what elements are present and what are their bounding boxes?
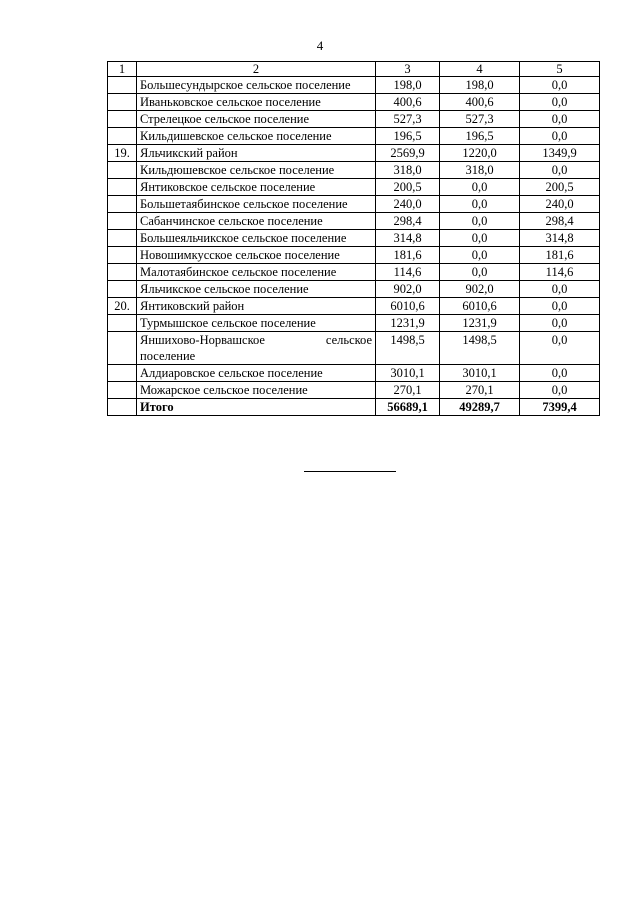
row-col4-cell: 0,0 <box>440 196 520 213</box>
row-number-cell <box>108 77 137 94</box>
row-col4-cell: 1220,0 <box>440 145 520 162</box>
row-name-cell: Новошимкусское сельское поселение <box>137 247 376 264</box>
row-col3-cell: 2569,9 <box>376 145 440 162</box>
row-col3-cell: 6010,6 <box>376 298 440 315</box>
row-name-cell: Стрелецкое сельское поселение <box>137 111 376 128</box>
allocation-table <box>107 61 600 416</box>
row-col3-cell: 200,5 <box>376 179 440 196</box>
row-col3-cell: 318,0 <box>376 162 440 179</box>
row-col4-cell: 902,0 <box>440 281 520 298</box>
row-number-cell <box>108 382 137 399</box>
table-row <box>108 382 600 399</box>
row-col5-cell: 0,0 <box>520 111 600 128</box>
row-name-cell: Яншихово-Норвашское сельское поселение <box>137 332 376 365</box>
row-col3-cell: 902,0 <box>376 281 440 298</box>
row-number-cell <box>108 196 137 213</box>
row-col4-cell: 527,3 <box>440 111 520 128</box>
row-col3-cell: 1498,5 <box>376 332 440 365</box>
row-col4-cell: 0,0 <box>440 230 520 247</box>
row-col3-cell: 298,4 <box>376 213 440 230</box>
table-row <box>108 365 600 382</box>
row-name-cell: Алдиаровское сельское поселение <box>137 365 376 382</box>
row-number-cell: 20. <box>108 298 137 315</box>
row-col5-cell: 0,0 <box>520 382 600 399</box>
table-row <box>108 264 600 281</box>
row-name-cell: Большеяльчикское сельское поселение <box>137 230 376 247</box>
row-col3-cell: 3010,1 <box>376 365 440 382</box>
row-col5-cell: 0,0 <box>520 94 600 111</box>
row-col3-cell: 314,8 <box>376 230 440 247</box>
row-number-cell <box>108 128 137 145</box>
row-name-cell: Сабанчинское сельское поселение <box>137 213 376 230</box>
row-name-cell: Итого <box>137 399 376 416</box>
row-col3-cell: 198,0 <box>376 77 440 94</box>
row-col5-cell: 0,0 <box>520 365 600 382</box>
row-col4-cell: 1498,5 <box>440 332 520 365</box>
row-col5-cell: 200,5 <box>520 179 600 196</box>
table-row <box>108 281 600 298</box>
row-col4-cell: 1231,9 <box>440 315 520 332</box>
table-total-row <box>108 399 600 416</box>
row-col5-cell: 181,6 <box>520 247 600 264</box>
row-number-cell <box>108 264 137 281</box>
row-col4-cell: 3010,1 <box>440 365 520 382</box>
row-name-cell: Турмышское сельское поселение <box>137 315 376 332</box>
row-number-cell <box>108 162 137 179</box>
row-name-cell: Иваньковское сельское поселение <box>137 94 376 111</box>
row-col3-cell: 240,0 <box>376 196 440 213</box>
table-row <box>108 247 600 264</box>
table-row <box>108 94 600 111</box>
table-header-row <box>108 62 600 77</box>
row-col3-cell: 181,6 <box>376 247 440 264</box>
row-col5-cell: 7399,4 <box>520 399 600 416</box>
row-col3-cell: 270,1 <box>376 382 440 399</box>
row-name-cell: Большесундырское сельское поселение <box>137 77 376 94</box>
row-col4-cell: 196,5 <box>440 128 520 145</box>
row-col4-cell: 198,0 <box>440 77 520 94</box>
row-name-cell: Кильдишевское сельское поселение <box>137 128 376 145</box>
row-col3-cell: 400,6 <box>376 94 440 111</box>
row-col4-cell: 318,0 <box>440 162 520 179</box>
row-number-cell <box>108 179 137 196</box>
row-col5-cell: 0,0 <box>520 281 600 298</box>
header-cell-3: 3 <box>376 62 440 77</box>
row-col5-cell: 0,0 <box>520 332 600 365</box>
row-col5-cell: 240,0 <box>520 196 600 213</box>
row-name-cell: Янтиковский район <box>137 298 376 315</box>
row-col4-cell: 6010,6 <box>440 298 520 315</box>
row-name-cell: Малотаябинское сельское поселение <box>137 264 376 281</box>
row-col5-cell: 0,0 <box>520 315 600 332</box>
row-col4-cell: 400,6 <box>440 94 520 111</box>
row-number-cell <box>108 247 137 264</box>
header-cell-4: 4 <box>440 62 520 77</box>
row-name-cell: Яльчикский район <box>137 145 376 162</box>
row-col3-cell: 527,3 <box>376 111 440 128</box>
header-cell-1: 1 <box>108 62 137 77</box>
row-col5-cell: 0,0 <box>520 298 600 315</box>
row-col3-cell: 1231,9 <box>376 315 440 332</box>
table-row <box>108 298 600 315</box>
header-cell-2: 2 <box>137 62 376 77</box>
table-row <box>108 128 600 145</box>
table-row <box>108 213 600 230</box>
row-number-cell <box>108 332 137 365</box>
row-col4-cell: 0,0 <box>440 213 520 230</box>
row-number-cell <box>108 281 137 298</box>
row-col5-cell: 1349,9 <box>520 145 600 162</box>
row-col3-cell: 56689,1 <box>376 399 440 416</box>
table-row <box>108 162 600 179</box>
row-col5-cell: 314,8 <box>520 230 600 247</box>
header-cell-5: 5 <box>520 62 600 77</box>
row-col5-cell: 0,0 <box>520 128 600 145</box>
row-name-cell: Кильдюшевское сельское поселение <box>137 162 376 179</box>
row-col5-cell: 0,0 <box>520 162 600 179</box>
row-number-cell <box>108 315 137 332</box>
table-row <box>108 230 600 247</box>
row-number-cell <box>108 399 137 416</box>
row-col3-cell: 196,5 <box>376 128 440 145</box>
row-col4-cell: 49289,7 <box>440 399 520 416</box>
row-col3-cell: 114,6 <box>376 264 440 281</box>
table-row <box>108 111 600 128</box>
table-row <box>108 179 600 196</box>
row-col4-cell: 0,0 <box>440 264 520 281</box>
table-row <box>108 77 600 94</box>
table-row <box>108 145 600 162</box>
row-name-cell: Можарское сельское поселение <box>137 382 376 399</box>
row-number-cell: 19. <box>108 145 137 162</box>
row-col5-cell: 298,4 <box>520 213 600 230</box>
row-col5-cell: 114,6 <box>520 264 600 281</box>
row-name-cell: Янтиковское сельское поселение <box>137 179 376 196</box>
row-number-cell <box>108 365 137 382</box>
row-name-cell: Яльчикское сельское поселение <box>137 281 376 298</box>
table-row <box>108 315 600 332</box>
row-number-cell <box>108 94 137 111</box>
row-number-cell <box>108 230 137 247</box>
row-col4-cell: 0,0 <box>440 247 520 264</box>
table-row <box>108 196 600 213</box>
row-col4-cell: 270,1 <box>440 382 520 399</box>
separator-line <box>304 471 396 472</box>
row-name-cell: Большетаябинское сельское поселение <box>137 196 376 213</box>
row-col5-cell: 0,0 <box>520 77 600 94</box>
page-number: 4 <box>316 38 324 53</box>
row-number-cell <box>108 213 137 230</box>
row-col4-cell: 0,0 <box>440 179 520 196</box>
table-row <box>108 332 600 365</box>
row-number-cell <box>108 111 137 128</box>
